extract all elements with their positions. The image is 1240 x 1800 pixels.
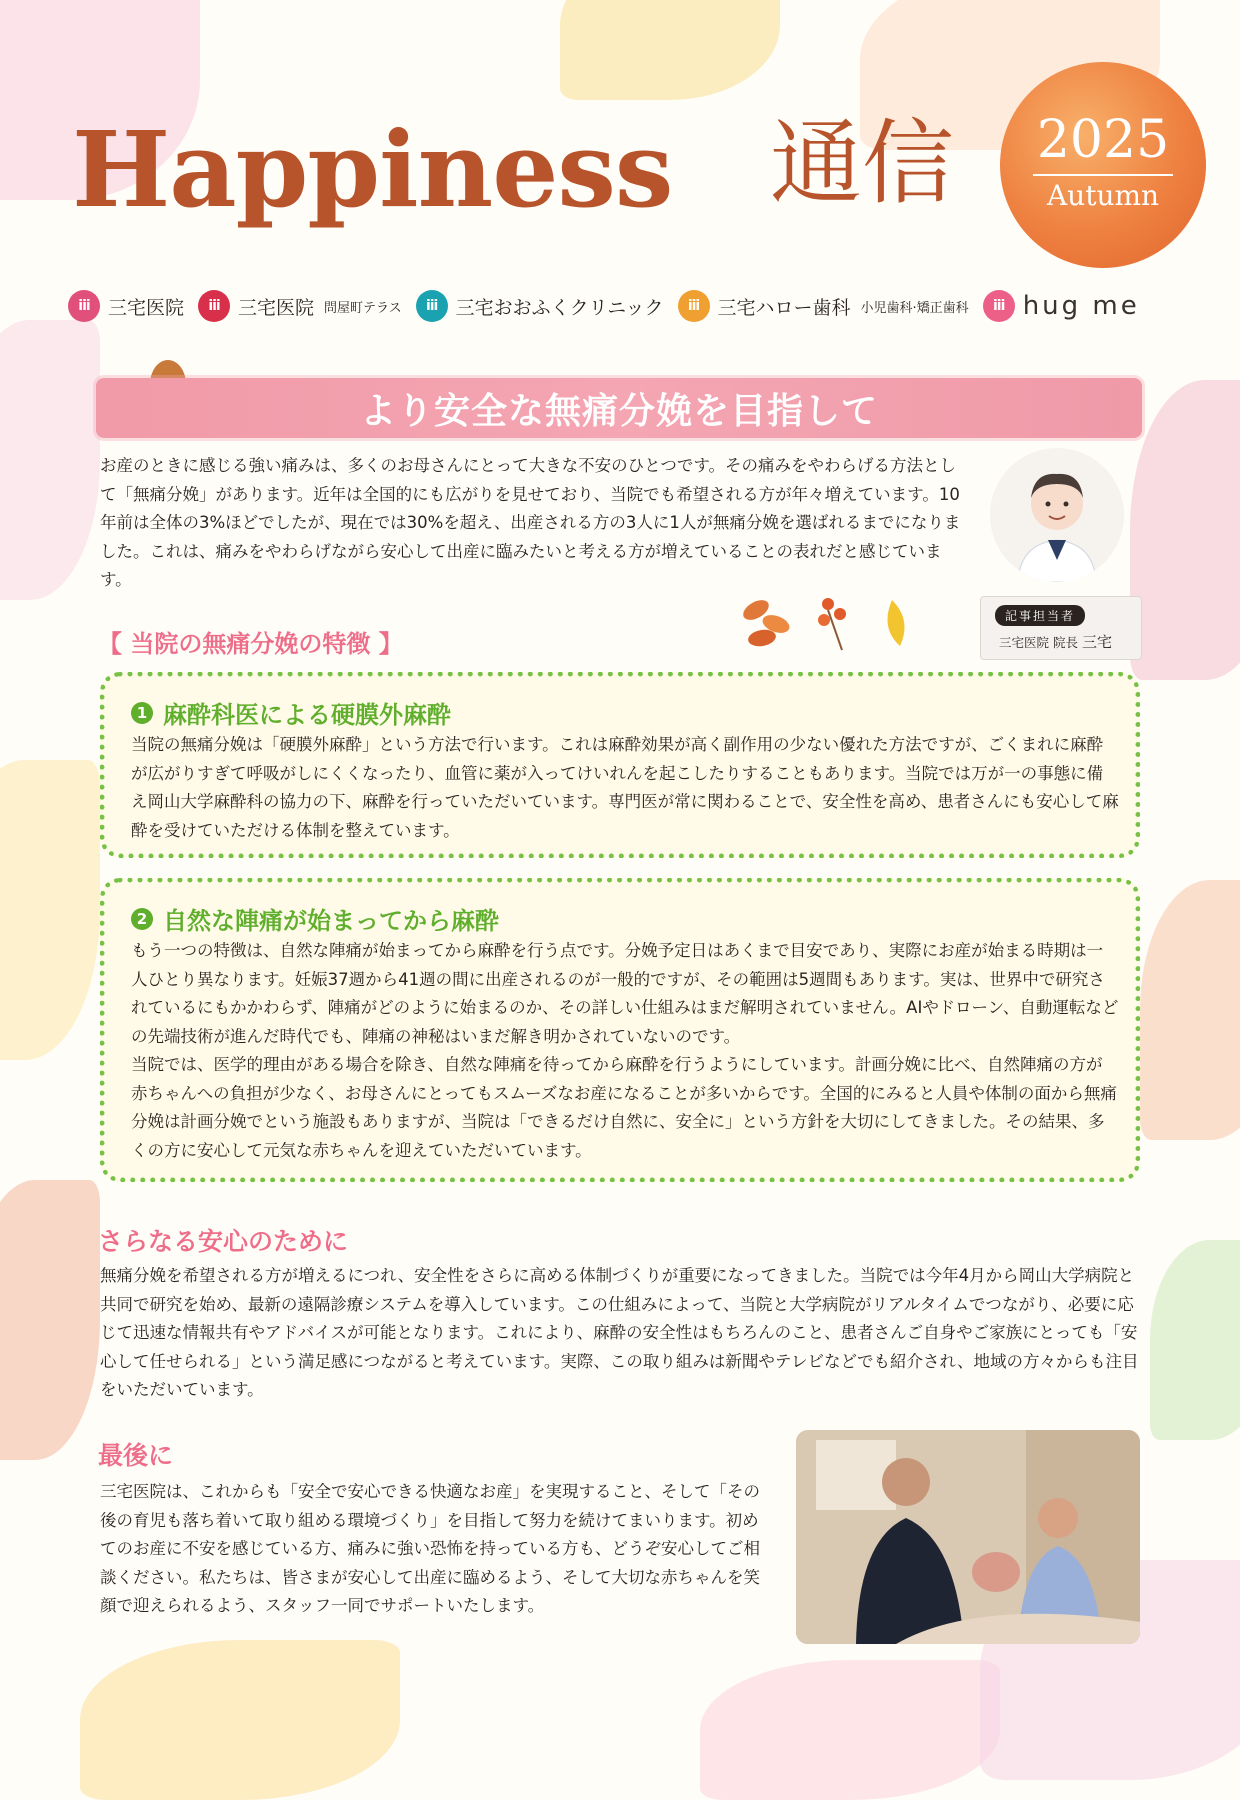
- author-label: 記事担当者: [995, 605, 1085, 626]
- closing-heading: 最後に: [98, 1441, 174, 1470]
- clinic-name: hug me: [1022, 291, 1140, 321]
- clinic-name: 三宅おおふくクリニック: [455, 296, 664, 319]
- clinic-miyake-hello-dental: [678, 290, 969, 322]
- clinic-miyake-toiyamachi: [198, 290, 402, 322]
- clinic-name: 三宅医院: [238, 296, 315, 319]
- clinic-hug-me: [983, 290, 1140, 322]
- clinic-logo-icon: iii: [678, 290, 710, 322]
- clinic-name: 三宅医院: [108, 296, 185, 319]
- number-1-icon: 1: [131, 702, 153, 724]
- author-tag: [980, 596, 1142, 660]
- feature-1-body: 当院の無痛分娩は「硬膜外麻酔」という方法で行います。これは麻酔効果が高く副作用の少ない優れた方法ですが、ごくまれに麻酔が広がりすぎて呼吸がしにくくなったり、血管に薬が入ってけいれんを起こしたりすることもあります。当院では万が一の事態に備え岡山大学麻酔科の協力の下、麻酔を行っていただいています。専門医が常に関わることで、安全性を高め、患者さんにも安心して麻酔を受けていただける体制を整えています。: [131, 735, 1119, 840]
- clinic-logo-icon: iii: [68, 290, 100, 322]
- number-2-icon: 2: [131, 908, 153, 930]
- clinic-list: [68, 288, 1188, 324]
- feature-2-body-p2: 当院では、医学的理由がある場合を除き、自然な陣痛を待ってから麻酔を行うようにしています。計画分娩に比べ、自然陣痛の方が赤ちゃんへの負担が少なく、お母さんにとってもスムーズなお産になることが多いからです。全国的にみると人員や体制の面から無痛分娩は計画分娩でという施設もありますが、当院は「できるだけ自然に、安全に」という方針を大切にしてきました。その結果、多くの方に安心して元気な赤ちゃんを迎えていただいています。: [131, 1055, 1117, 1160]
- safety-paragraph: 無痛分娩を希望される方が増えるにつれ、安全性をさらに高める体制づくりが重要になってきました。当院では今年4月から岡山大学病院と共同で研究を始め、最新の遠隔診療システムを導入しています。この仕組みによって、当院と大学病院がリアルタイムでつながり、必要に応じて迅速な情報共有やアドバイスが可能となります。これにより、麻酔の安全性はもちろんのこと、患者さんご自身やご家族にとっても「安心して任せられる」という満足感につながると考えています。実際、この取り組みは新聞やテレビなどでも紹介され、地域の方々からも注目をいただいています。: [100, 1266, 1139, 1399]
- article-title: より安全な無痛分娩を目指して: [359, 390, 878, 432]
- clinic-miyake-ofuku: [416, 290, 664, 322]
- badge-divider: [1033, 174, 1173, 176]
- feature-1-title: [131, 695, 451, 730]
- issue-year: 2025: [1036, 110, 1170, 170]
- issue-badge: [1000, 62, 1206, 268]
- author-role: 三宅医院 院長: [999, 635, 1078, 650]
- autumn-leaves-icon: [732, 580, 922, 660]
- clinic-subtitle: 小児歯科·矯正歯科: [860, 300, 969, 316]
- doctor-portrait: [990, 448, 1124, 582]
- feature-2-title-text: 自然な陣痛が始まってから麻酔: [163, 907, 499, 935]
- features-heading: 【 当院の無痛分娩の特徴 】: [98, 630, 403, 658]
- feature-2-title: [131, 901, 499, 936]
- closing-paragraph: 三宅医院は、これからも「安全で安心できる快適なお産」を実現すること、そして「その後の育児も落ち着いて取り組める環境づくり」を目指して努力を続けてまいります。初めてのお産に不安を感じている方、痛みに強い恐怖を持っている方も、どうぞ安心してご相談ください。私たちは、皆さまが安心して出産に臨めるよう、そして大切な赤ちゃんを笑顔で迎えられるよう、スタッフ一同でサポートいたします。: [100, 1482, 760, 1615]
- author-name: 三宅: [1081, 633, 1112, 651]
- delivery-room-photo: [796, 1430, 1140, 1644]
- intro-paragraph: お産のときに感じる強い痛みは、多くのお母さんにとって大きな不安のひとつです。その痛みをやわらげる方法として「無痛分娩」があります。近年は全国的にも広がりを見せており、当院でも希望される方が年々増えています。10年前は全体の3%ほどでしたが、現在では30%を超え、出産される方の3人に1人が無痛分娩を選ばれるまでになりました。これは、痛みをやわらげながら安心して出産に臨みたいと考える方が増えていることの表れだと感じています。: [100, 456, 961, 589]
- clinic-logo-icon: iii: [416, 290, 448, 322]
- clinic-logo-icon: iii: [983, 290, 1015, 322]
- title-happiness: Happiness: [72, 108, 673, 231]
- issue-season: Autumn: [1046, 179, 1160, 212]
- feature-box-1: [100, 672, 1140, 858]
- clinic-name: 三宅ハロー歯科: [717, 296, 851, 319]
- feature-box-2: [100, 878, 1140, 1182]
- article-title-banner: [96, 378, 1142, 438]
- feature-1-title-text: 麻酔科医による硬膜外麻酔: [163, 701, 451, 729]
- safety-heading: さらなる安心のために: [98, 1227, 349, 1256]
- clinic-subtitle: 問屋町テラス: [324, 300, 402, 316]
- author-info: [999, 631, 1112, 652]
- clinic-logo-icon: iii: [198, 290, 230, 322]
- title-tsushin: 通信: [770, 110, 955, 217]
- feature-2-body-p1: もう一つの特徴は、自然な陣痛が始まってから麻酔を行う点です。分娩予定日はあくまで目安であり、実際にお産が始まる時期は一人ひとり異なります。妊娠37週から41週の間に出産されるのが一般的ですが、その範囲は5週間もあります。実は、世界中で研究されているにもかかわらず、陣痛がどのように始まるのか、その詳しい仕組みはまだ解明されていません。AIやドローン、自動運転などの先端技術が進んだ時代でも、陣痛の神秘はいまだ解き明かされていないのです。: [131, 941, 1119, 1046]
- feature-2-body: [131, 937, 1119, 1165]
- clinic-miyake-hospital: [68, 290, 184, 322]
